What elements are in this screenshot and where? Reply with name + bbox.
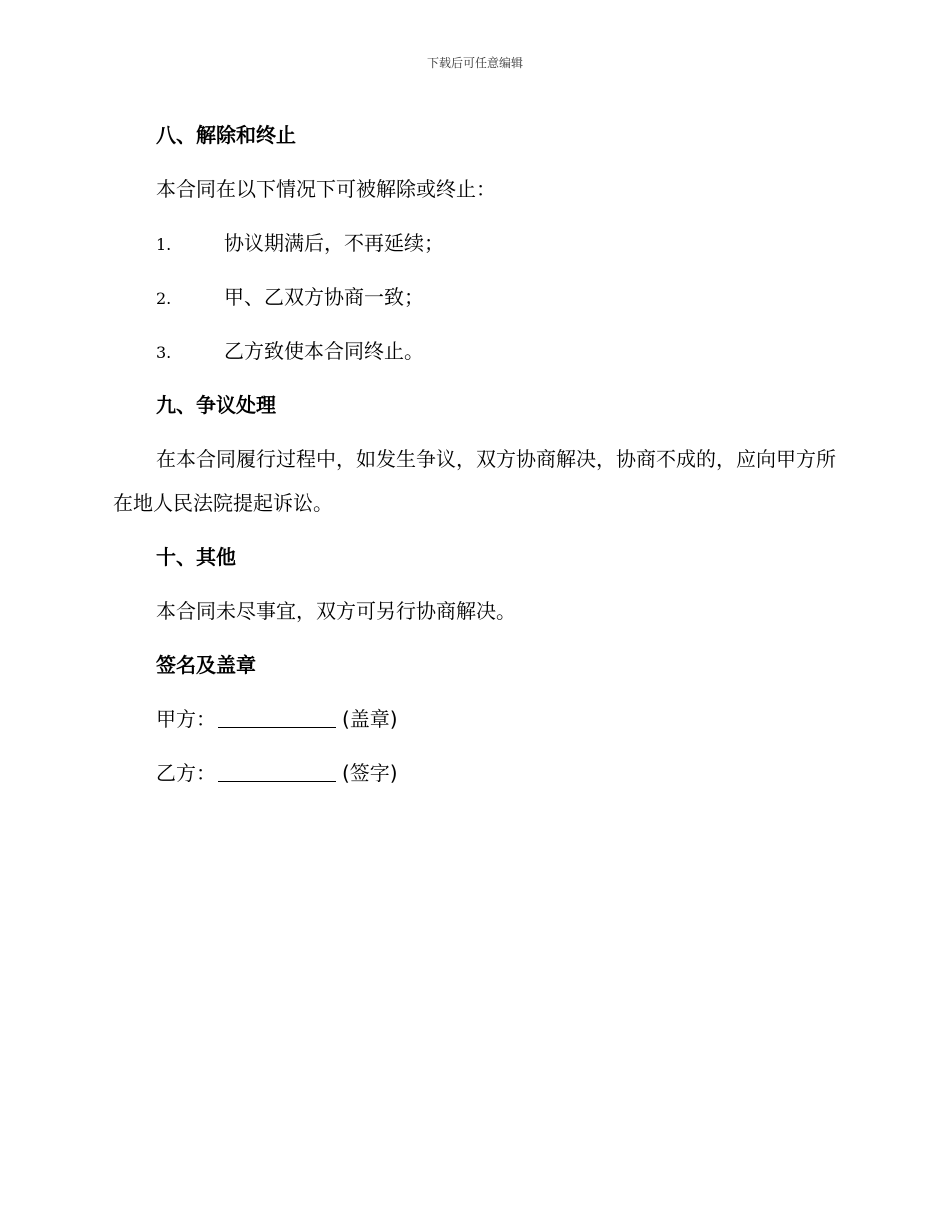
party-a-label: 甲方： — [156, 707, 216, 731]
section-9-title: 九、争议处理 — [156, 393, 276, 417]
list-text: 乙方致使本合同终止。 — [224, 339, 424, 363]
section-8-intro: 本合同在以下情况下可被解除或终止： — [156, 177, 496, 201]
list-item — [113, 270, 837, 324]
section-10-title: 十、其他 — [156, 545, 236, 569]
section-10-body: 本合同未尽事宜，双方可另行协商解决。 — [156, 599, 516, 623]
signature-title: 签名及盖章 — [156, 653, 256, 677]
list-number: 3. — [156, 343, 172, 362]
list-text: 协议期满后，不再延续； — [224, 231, 444, 255]
party-b-label: 乙方： — [156, 761, 216, 785]
party-a-suffix: (盖章) — [342, 707, 398, 731]
document-body — [113, 108, 837, 800]
list-number: 1. — [156, 235, 172, 254]
list-text: 甲、乙双方协商一致； — [224, 285, 424, 309]
party-b-suffix: (签字) — [342, 761, 398, 785]
section-9-body: 在本合同履行过程中，如发生争议，双方协商解决，协商不成的，应向甲方所在地人民法院提起诉讼。 — [113, 447, 836, 515]
list-item — [113, 324, 837, 378]
party-a-blank[interactable] — [218, 709, 336, 728]
page-header: 下载后可任意编辑 — [426, 56, 523, 70]
list-number: 2. — [156, 289, 172, 308]
party-a-signature-line — [113, 692, 837, 746]
party-b-signature-line — [113, 746, 837, 800]
section-8-title: 八、解除和终止 — [156, 123, 296, 147]
party-b-blank[interactable] — [218, 763, 336, 782]
list-item — [113, 216, 837, 270]
